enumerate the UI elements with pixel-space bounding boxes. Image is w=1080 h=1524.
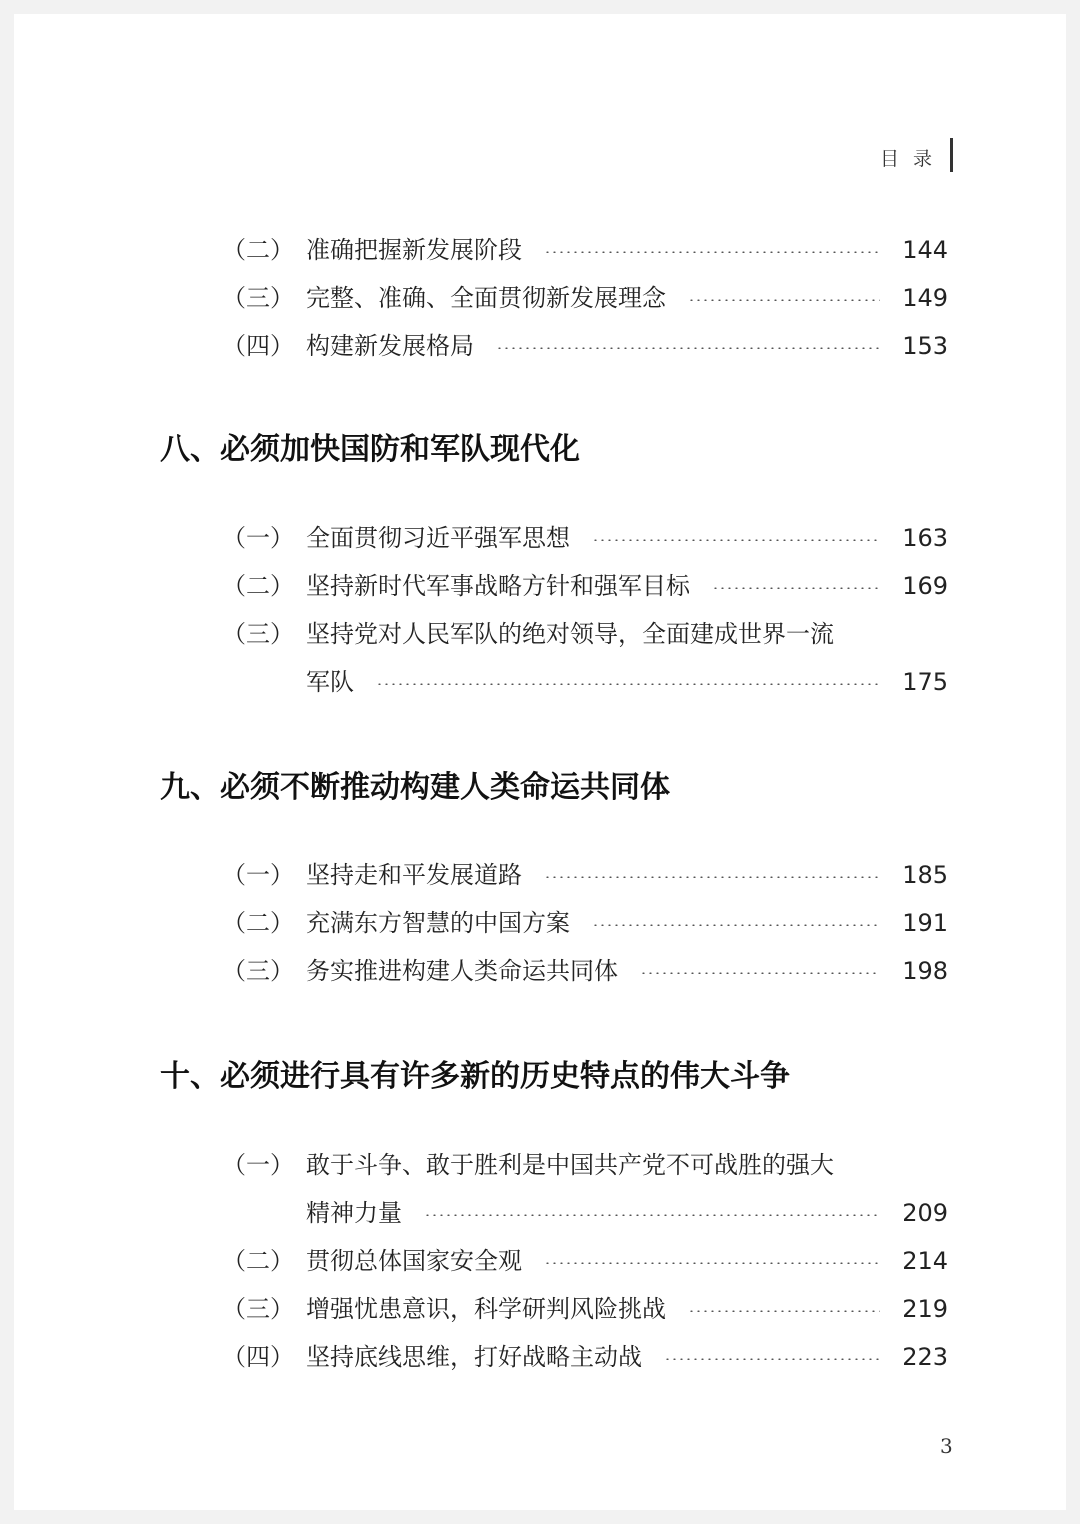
entry-number: （二） bbox=[222, 909, 294, 937]
dot-leader bbox=[592, 539, 880, 541]
section-heading[interactable]: 九、必须不断推动构建人类命运共同体 bbox=[160, 770, 670, 805]
dot-leader bbox=[544, 251, 880, 253]
toc-entry-continuation[interactable] bbox=[306, 1195, 948, 1231]
running-head-text: 目录 bbox=[880, 147, 947, 170]
section-heading[interactable]: 十、必须进行具有许多新的历史特点的伟大斗争 bbox=[160, 1059, 790, 1094]
dot-leader bbox=[424, 1214, 880, 1216]
entry-title: 准确把握新发展阶段 bbox=[306, 236, 522, 264]
book-page bbox=[14, 14, 1066, 1510]
dot-leader bbox=[712, 587, 880, 589]
entry-title: 完整、准确、全面贯彻新发展理念 bbox=[306, 284, 666, 312]
entry-number: （一） bbox=[222, 861, 294, 889]
entry-title: 构建新发展格局 bbox=[306, 332, 474, 360]
toc-entry[interactable] bbox=[222, 857, 948, 893]
toc-entry[interactable] bbox=[222, 1243, 948, 1279]
entry-page: 175 bbox=[902, 668, 948, 696]
page-number: 3 bbox=[940, 1434, 953, 1458]
entry-title: 全面贯彻习近平强军思想 bbox=[306, 524, 570, 552]
toc-entry[interactable] bbox=[222, 232, 948, 268]
dot-leader bbox=[640, 972, 880, 974]
entry-number: （三） bbox=[222, 1295, 294, 1323]
entry-number: （一） bbox=[222, 1151, 294, 1179]
entry-page: 209 bbox=[902, 1199, 948, 1227]
entry-number: （二） bbox=[222, 572, 294, 600]
entry-page: 223 bbox=[902, 1343, 948, 1371]
entry-page: 149 bbox=[902, 284, 948, 312]
toc-entry[interactable] bbox=[222, 905, 948, 941]
entry-title: 增强忧患意识，科学研判风险挑战 bbox=[306, 1295, 666, 1323]
running-head bbox=[880, 142, 946, 172]
toc-entry-continuation[interactable] bbox=[306, 664, 948, 700]
toc-entry[interactable] bbox=[222, 568, 948, 604]
entry-title-continued: 精神力量 bbox=[306, 1199, 402, 1227]
dot-leader bbox=[688, 1310, 880, 1312]
entry-number: （三） bbox=[222, 620, 294, 648]
entry-title: 坚持底线思维，打好战略主动战 bbox=[306, 1343, 642, 1371]
dot-leader bbox=[544, 876, 880, 878]
entry-title: 务实推进构建人类命运共同体 bbox=[306, 957, 618, 985]
entry-title: 敢于斗争、敢于胜利是中国共产党不可战胜的强大 bbox=[306, 1151, 834, 1179]
entry-page: 219 bbox=[902, 1295, 948, 1323]
toc-entry[interactable] bbox=[222, 1291, 948, 1327]
entry-page: 169 bbox=[902, 572, 948, 600]
running-head-rule bbox=[950, 138, 953, 172]
dot-leader bbox=[688, 299, 880, 301]
dot-leader bbox=[544, 1262, 880, 1264]
entry-page: 198 bbox=[902, 957, 948, 985]
dot-leader bbox=[664, 1358, 880, 1360]
entry-number: （三） bbox=[222, 957, 294, 985]
entry-number: （二） bbox=[222, 1247, 294, 1275]
entry-page: 185 bbox=[902, 861, 948, 889]
entry-page: 153 bbox=[902, 332, 948, 360]
entry-title: 坚持党对人民军队的绝对领导，全面建成世界一流 bbox=[306, 620, 834, 648]
section-heading[interactable]: 八、必须加快国防和军队现代化 bbox=[160, 432, 580, 467]
entry-page: 191 bbox=[902, 909, 948, 937]
toc-entry[interactable] bbox=[222, 1339, 948, 1375]
toc-entry[interactable] bbox=[222, 953, 948, 989]
dot-leader bbox=[496, 347, 880, 349]
entry-title: 坚持新时代军事战略方针和强军目标 bbox=[306, 572, 690, 600]
entry-title: 充满东方智慧的中国方案 bbox=[306, 909, 570, 937]
entry-number: （四） bbox=[222, 1343, 294, 1371]
toc-entry-first-line[interactable] bbox=[222, 616, 834, 652]
entry-title: 坚持走和平发展道路 bbox=[306, 861, 522, 889]
toc-entry[interactable] bbox=[222, 520, 948, 556]
entry-number: （三） bbox=[222, 284, 294, 312]
entry-page: 144 bbox=[902, 236, 948, 264]
toc-entry[interactable] bbox=[222, 280, 948, 316]
entry-number: （一） bbox=[222, 524, 294, 552]
entry-title: 贯彻总体国家安全观 bbox=[306, 1247, 522, 1275]
entry-number: （二） bbox=[222, 236, 294, 264]
entry-page: 163 bbox=[902, 524, 948, 552]
toc-entry[interactable] bbox=[222, 328, 948, 364]
entry-number: （四） bbox=[222, 332, 294, 360]
toc-entry-first-line[interactable] bbox=[222, 1147, 834, 1183]
entry-title-continued: 军队 bbox=[306, 668, 354, 696]
dot-leader bbox=[376, 683, 880, 685]
entry-page: 214 bbox=[902, 1247, 948, 1275]
dot-leader bbox=[592, 924, 880, 926]
